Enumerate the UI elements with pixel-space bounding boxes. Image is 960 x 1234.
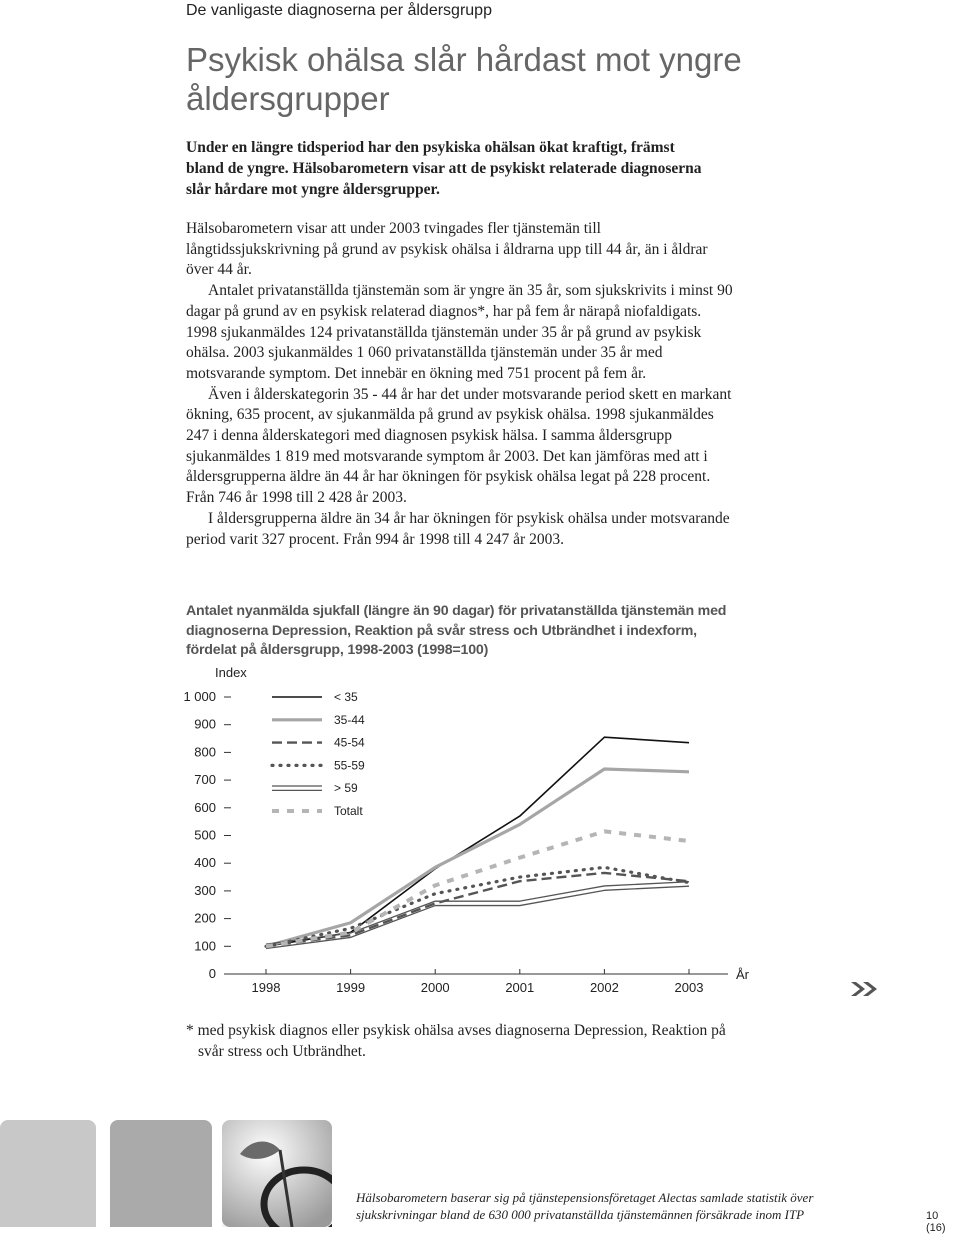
y-tick-label: 600 [194, 799, 216, 815]
y-tick-label: 900 [194, 716, 216, 732]
body-paragraph: Antalet privatanställda tjänstemän som är yngre än 35 år, som sjukskrivits i minst 90 dagar på grund av en psykisk relaterad diagnos*, har på fem år närapå niofaldigats. 1998 sjukanmäldes 124 privatanställda tjänstemän under 35 år på grund av psykisk ohälsa. 2003 sjukanmäldes 1 060 privatanställda tjänstemän under 35 år med motsvarande symptom. Det innebär en ökning med 751 procent på fem år. [186, 282, 733, 382]
footnote: * med psykisk diagnos eller psykisk ohälsa avses diagnoserna Depression, Reaktion på svår stress och Utbrändhet. [186, 1022, 726, 1060]
x-tick-label: 2003 [674, 980, 704, 995]
photo-leaf-ring [222, 1120, 332, 1227]
x-tick-label: 2001 [505, 980, 535, 995]
body-paragraph: I åldersgrupperna äldre än 34 år har ökningen för psykisk ohälsa under motsvarande period varit 327 procent. Från 994 år 1998 till 4 247 år 2003. [186, 509, 730, 548]
legend-label: > 59 [334, 781, 358, 796]
x-tick-label: 2000 [420, 980, 450, 995]
x-tick-label: 1999 [336, 980, 366, 995]
y-tick-label: 300 [194, 882, 216, 898]
thumbnail-image [110, 1120, 212, 1227]
y-axis-label: Index [215, 665, 247, 680]
thumbnail-image [0, 1120, 96, 1227]
y-tick-label: 800 [194, 744, 216, 760]
y-tick-label: 400 [194, 855, 216, 871]
y-tick-label: 1 000 [183, 689, 216, 704]
x-axis-label: År [736, 967, 749, 982]
body-paragraph: Även i ålderskategorin 35 - 44 år har det under motsvarande period skett en markant ökning, 635 procent, av sjukanmälda på grund av psykisk ohälsa. 1998 sjukanmäldes 247 i denna ålderskategori med diagnosen psykisk hälsa. I samma åldersgrupp sjukanmäldes 1 819 med motsvarande symptom år 2003. Det kan jämföras med att i åldersgrupperna äldre än 44 år har ökningen för psykisk ohälsa legat på 228 procent. Från 746 år 1998 till 2 428 år 2003. [186, 385, 732, 507]
legend-label: 55-59 [334, 758, 365, 773]
legend-label: 35-44 [334, 712, 365, 727]
page-title: Psykisk ohälsa slår hårdast mot yngre åldersgrupper [186, 41, 742, 117]
y-tick-label: 0 [208, 966, 216, 981]
legend-label: Totalt [334, 804, 363, 818]
body-paragraph: Hälsobarometern visar att under 2003 tvingades fler tjänstemän till långtidssjukskrivning på grund av psykisk ohälsa i åldrarna upp till 44 år, än i åldrar över 44 år. [186, 220, 708, 279]
y-tick-label: 700 [194, 772, 216, 788]
chart-title: Antalet nyanmälda sjukfall (längre än 90 dagar) för privatanställda tjänstemän med diagnoserna Depression, Reaktion på svår stress och Utbrändhet i indexform, fördelat på åldersgrupp, 1998-2003 (1998=100) [186, 603, 727, 658]
footer-note: Hälsobarometern baserar sig på tjänstepensionsföretaget Alectas samlade statistik över sjukskrivningar bland de 630 000 privatanställda tjänstemännen försäkrade inom ITP [356, 1190, 814, 1222]
lead-paragraph: Under en längre tidsperiod har den psykiska ohälsan ökat kraftigt, främst bland de yngre. Hälsobarometern visar att de psykiskt relaterade diagnoserna slår hårdare mot yngre åldersgrupper. [186, 139, 702, 198]
double-chevron-right-icon[interactable] [850, 980, 880, 998]
legend-label: < 35 [334, 690, 358, 704]
x-tick-label: 1998 [251, 980, 281, 995]
y-tick-label: 500 [194, 827, 216, 843]
legend-label: 45-54 [334, 735, 365, 750]
y-tick-label: 200 [194, 910, 216, 926]
page-number: 10 (16) [926, 1210, 946, 1234]
x-tick-label: 2002 [589, 980, 619, 995]
section-header: De vanligaste diagnoserna per åldersgrupp [186, 2, 492, 19]
y-tick-label: 100 [194, 938, 216, 954]
series-line-3544 [266, 769, 689, 946]
